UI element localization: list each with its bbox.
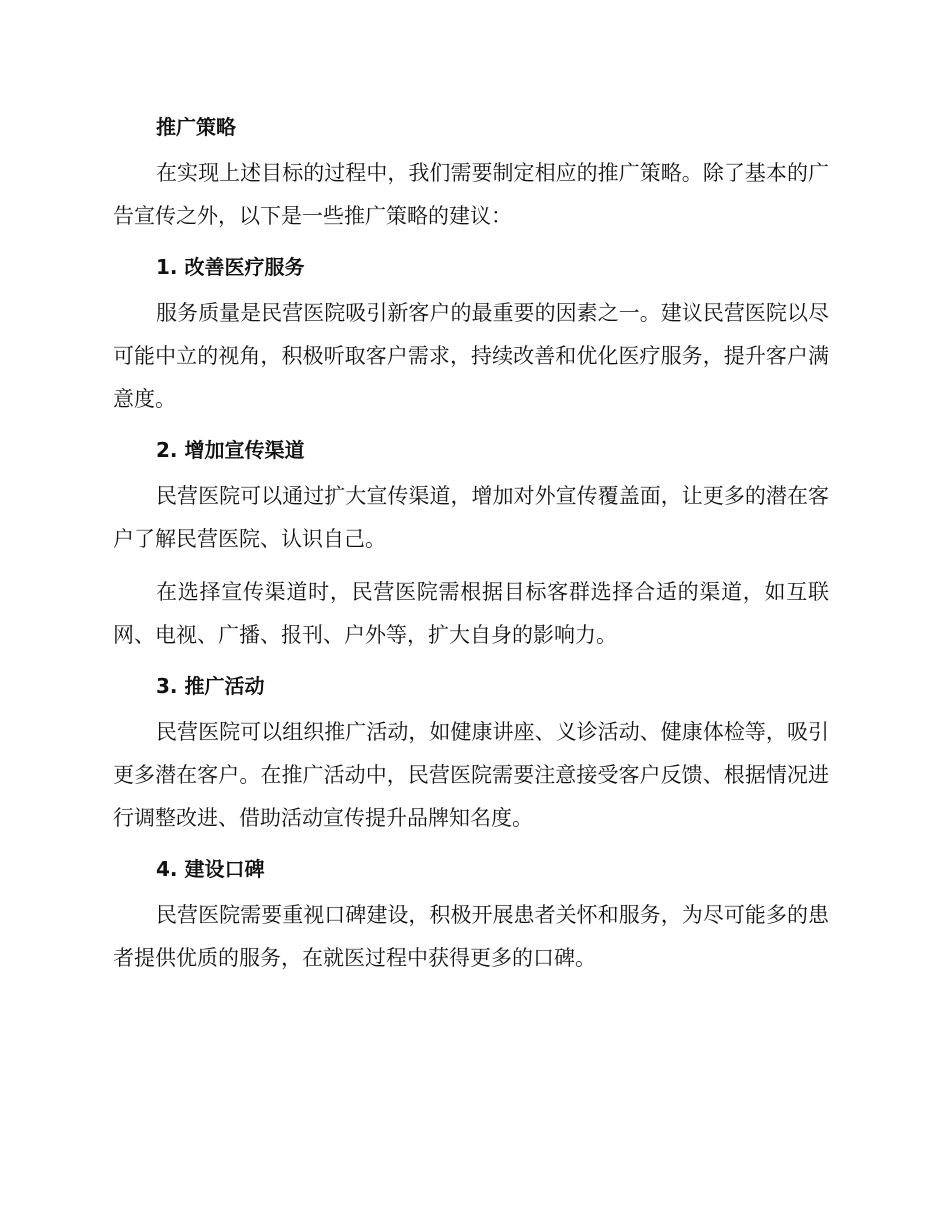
paragraph-reputation: 民营医院需要重视口碑建设，积极开展患者关怀和服务，为尽可能多的患者提供优质的服务，在就医过程中获得更多的口碑。 — [113, 903, 829, 970]
paragraph-improve-service: 服务质量是民营医院吸引新客户的最重要的因素之一。建议民营医院以尽可能中立的视角，积极听取客户需求，持续改善和优化医疗服务，提升客户满意度。 — [113, 301, 829, 411]
document-body — [113, 110, 829, 980]
paragraph-channels-2: 在选择宣传渠道时，民营医院需根据目标客群选择合适的渠道，如互联网、电视、广播、报刊、户外等，扩大自身的影响力。 — [113, 580, 829, 647]
section-heading-activities: 3. 推广活动 — [156, 674, 265, 698]
paragraph-activities: 民营医院可以组织推广活动，如健康讲座、义诊活动、健康体检等，吸引更多潜在客户。在推广活动中，民营医院需要注意接受客户反馈、根据情况进行调整改进、借助活动宣传提升品牌知名度。 — [113, 720, 829, 830]
paragraph-channels-1: 民营医院可以通过扩大宣传渠道，增加对外宣传覆盖面，让更多的潜在客户了解民营医院、认识自己。 — [113, 484, 829, 551]
section-heading-promotion-strategy: 推广策略 — [156, 115, 236, 139]
section-heading-improve-service: 1. 改善医疗服务 — [156, 255, 305, 279]
section-heading-reputation: 4. 建设口碑 — [156, 857, 265, 881]
section-heading-channels: 2. 增加宣传渠道 — [156, 438, 305, 462]
paragraph-intro: 在实现上述目标的过程中，我们需要制定相应的推广策略。除了基本的广告宣传之外，以下是一些推广策略的建议： — [113, 161, 829, 228]
